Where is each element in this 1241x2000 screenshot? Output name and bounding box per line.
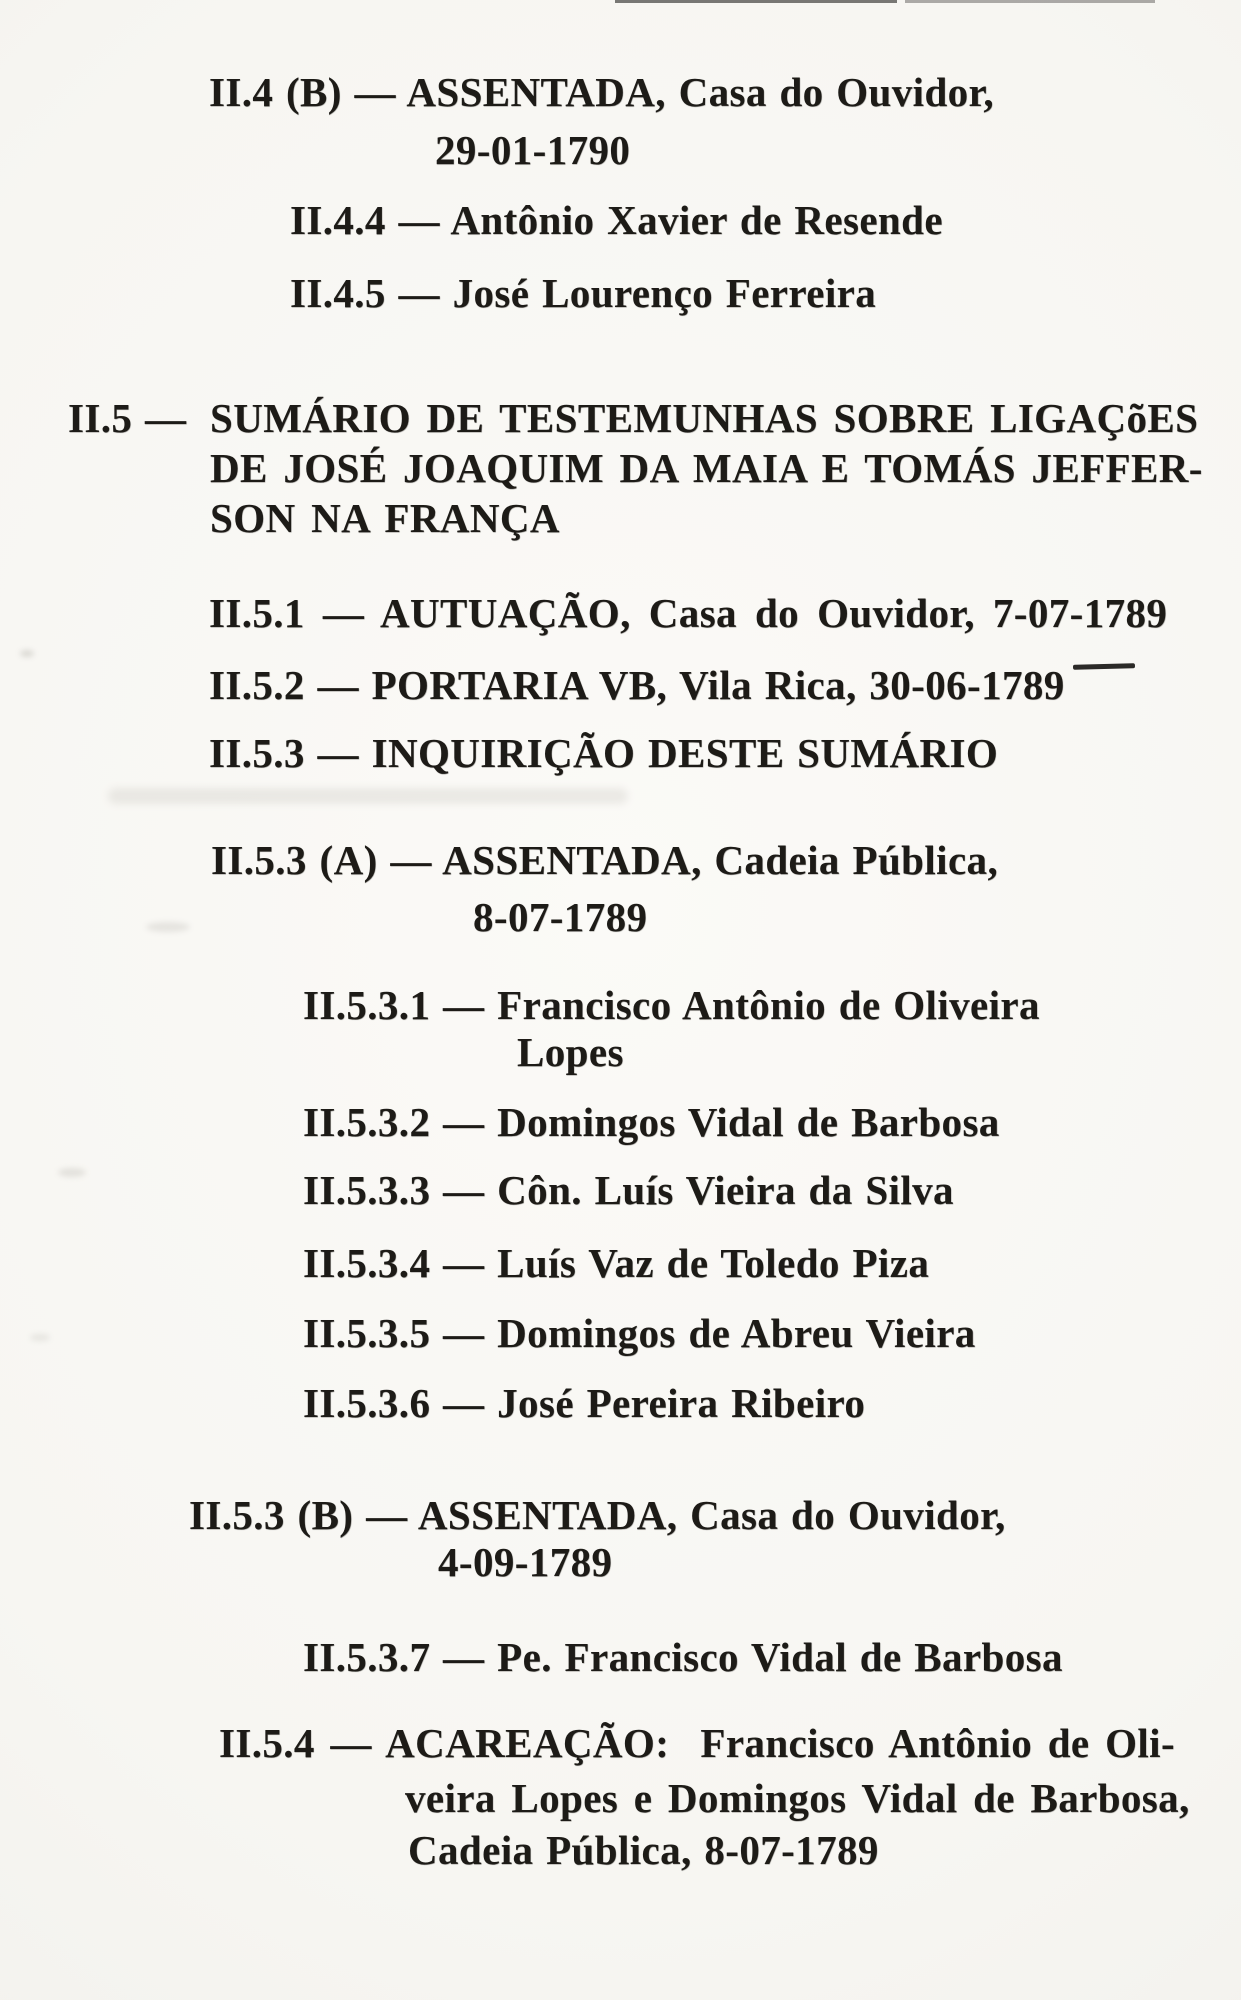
entry-ii532: II.5.3.2 — Domingos Vidal de Barbosa: [303, 1099, 1000, 1145]
entry-ii5-marker: II.5 —: [68, 395, 187, 441]
scan-artifact-smudge: [58, 1168, 86, 1177]
entry-ii533: II.5.3.3 — Côn. Luís Vieira da Silva: [303, 1167, 954, 1213]
entry-ii534: II.5.3.4 — Luís Vaz de Toledo Piza: [303, 1240, 930, 1286]
entry-ii54-cont2: Cadeia Pública, 8-07-1789: [408, 1827, 879, 1873]
entry-ii53a-date: 8-07-1789: [473, 894, 648, 940]
entry-ii4b-date: 29-01-1790: [435, 127, 631, 173]
scan-artifact-smudge: [30, 1334, 50, 1341]
scan-artifact-top-edge-left: [615, 0, 897, 3]
entry-ii52: II.5.2 — PORTARIA VB, Vila Rica, 30-06-1789: [209, 662, 1065, 708]
entry-ii53b-date: 4-09-1789: [438, 1539, 613, 1585]
entry-ii536: II.5.3.6 — José Pereira Ribeiro: [303, 1380, 866, 1426]
entry-ii54-cont1: veira Lopes e Domingos Vidal de Barbosa,: [405, 1775, 1190, 1821]
entry-ii53a: II.5.3 (A) — ASSENTADA, Cadeia Pública,: [211, 837, 999, 883]
entry-ii54: II.5.4 — ACAREAÇÃO: Francisco Antônio de Oli-: [219, 1720, 1176, 1766]
scan-artifact-ghost-text: [108, 788, 628, 804]
scan-artifact-top-edge-right: [905, 0, 1155, 3]
entry-ii5-title-line3: SON NA FRANÇA: [210, 495, 560, 541]
entry-ii45: II.4.5 — José Lourenço Ferreira: [290, 270, 877, 316]
entry-ii5-title-line1: SUMÁRIO DE TESTEMUNHAS SOBRE LIGAÇõES: [210, 395, 1199, 441]
entry-ii535: II.5.3.5 — Domingos de Abreu Vieira: [303, 1310, 976, 1356]
entry-ii4b: II.4 (B) — ASSENTADA, Casa do Ouvidor,: [209, 69, 995, 115]
scan-artifact-smudge: [20, 650, 34, 657]
scan-artifact-stray-overline: [1073, 663, 1135, 670]
entry-ii531-cont: Lopes: [517, 1029, 624, 1075]
entry-ii44: II.4.4 — Antônio Xavier de Resende: [290, 197, 943, 243]
entry-ii531: II.5.3.1 — Francisco Antônio de Oliveira: [303, 982, 1040, 1028]
entry-ii5-title-line2: DE JOSÉ JOAQUIM DA MAIA E TOMÁS JEFFER-: [210, 445, 1203, 491]
entry-ii53b: II.5.3 (B) — ASSENTADA, Casa do Ouvidor,: [189, 1492, 1006, 1538]
entry-ii537: II.5.3.7 — Pe. Francisco Vidal de Barbosa: [303, 1634, 1063, 1680]
entry-ii51: II.5.1 — AUTUAÇÃO, Casa do Ouvidor, 7-07-1789: [209, 590, 1168, 636]
entry-ii53: II.5.3 — INQUIRIÇÃO DESTE SUMÁRIO: [209, 730, 999, 776]
scan-artifact-smudge: [146, 922, 190, 932]
